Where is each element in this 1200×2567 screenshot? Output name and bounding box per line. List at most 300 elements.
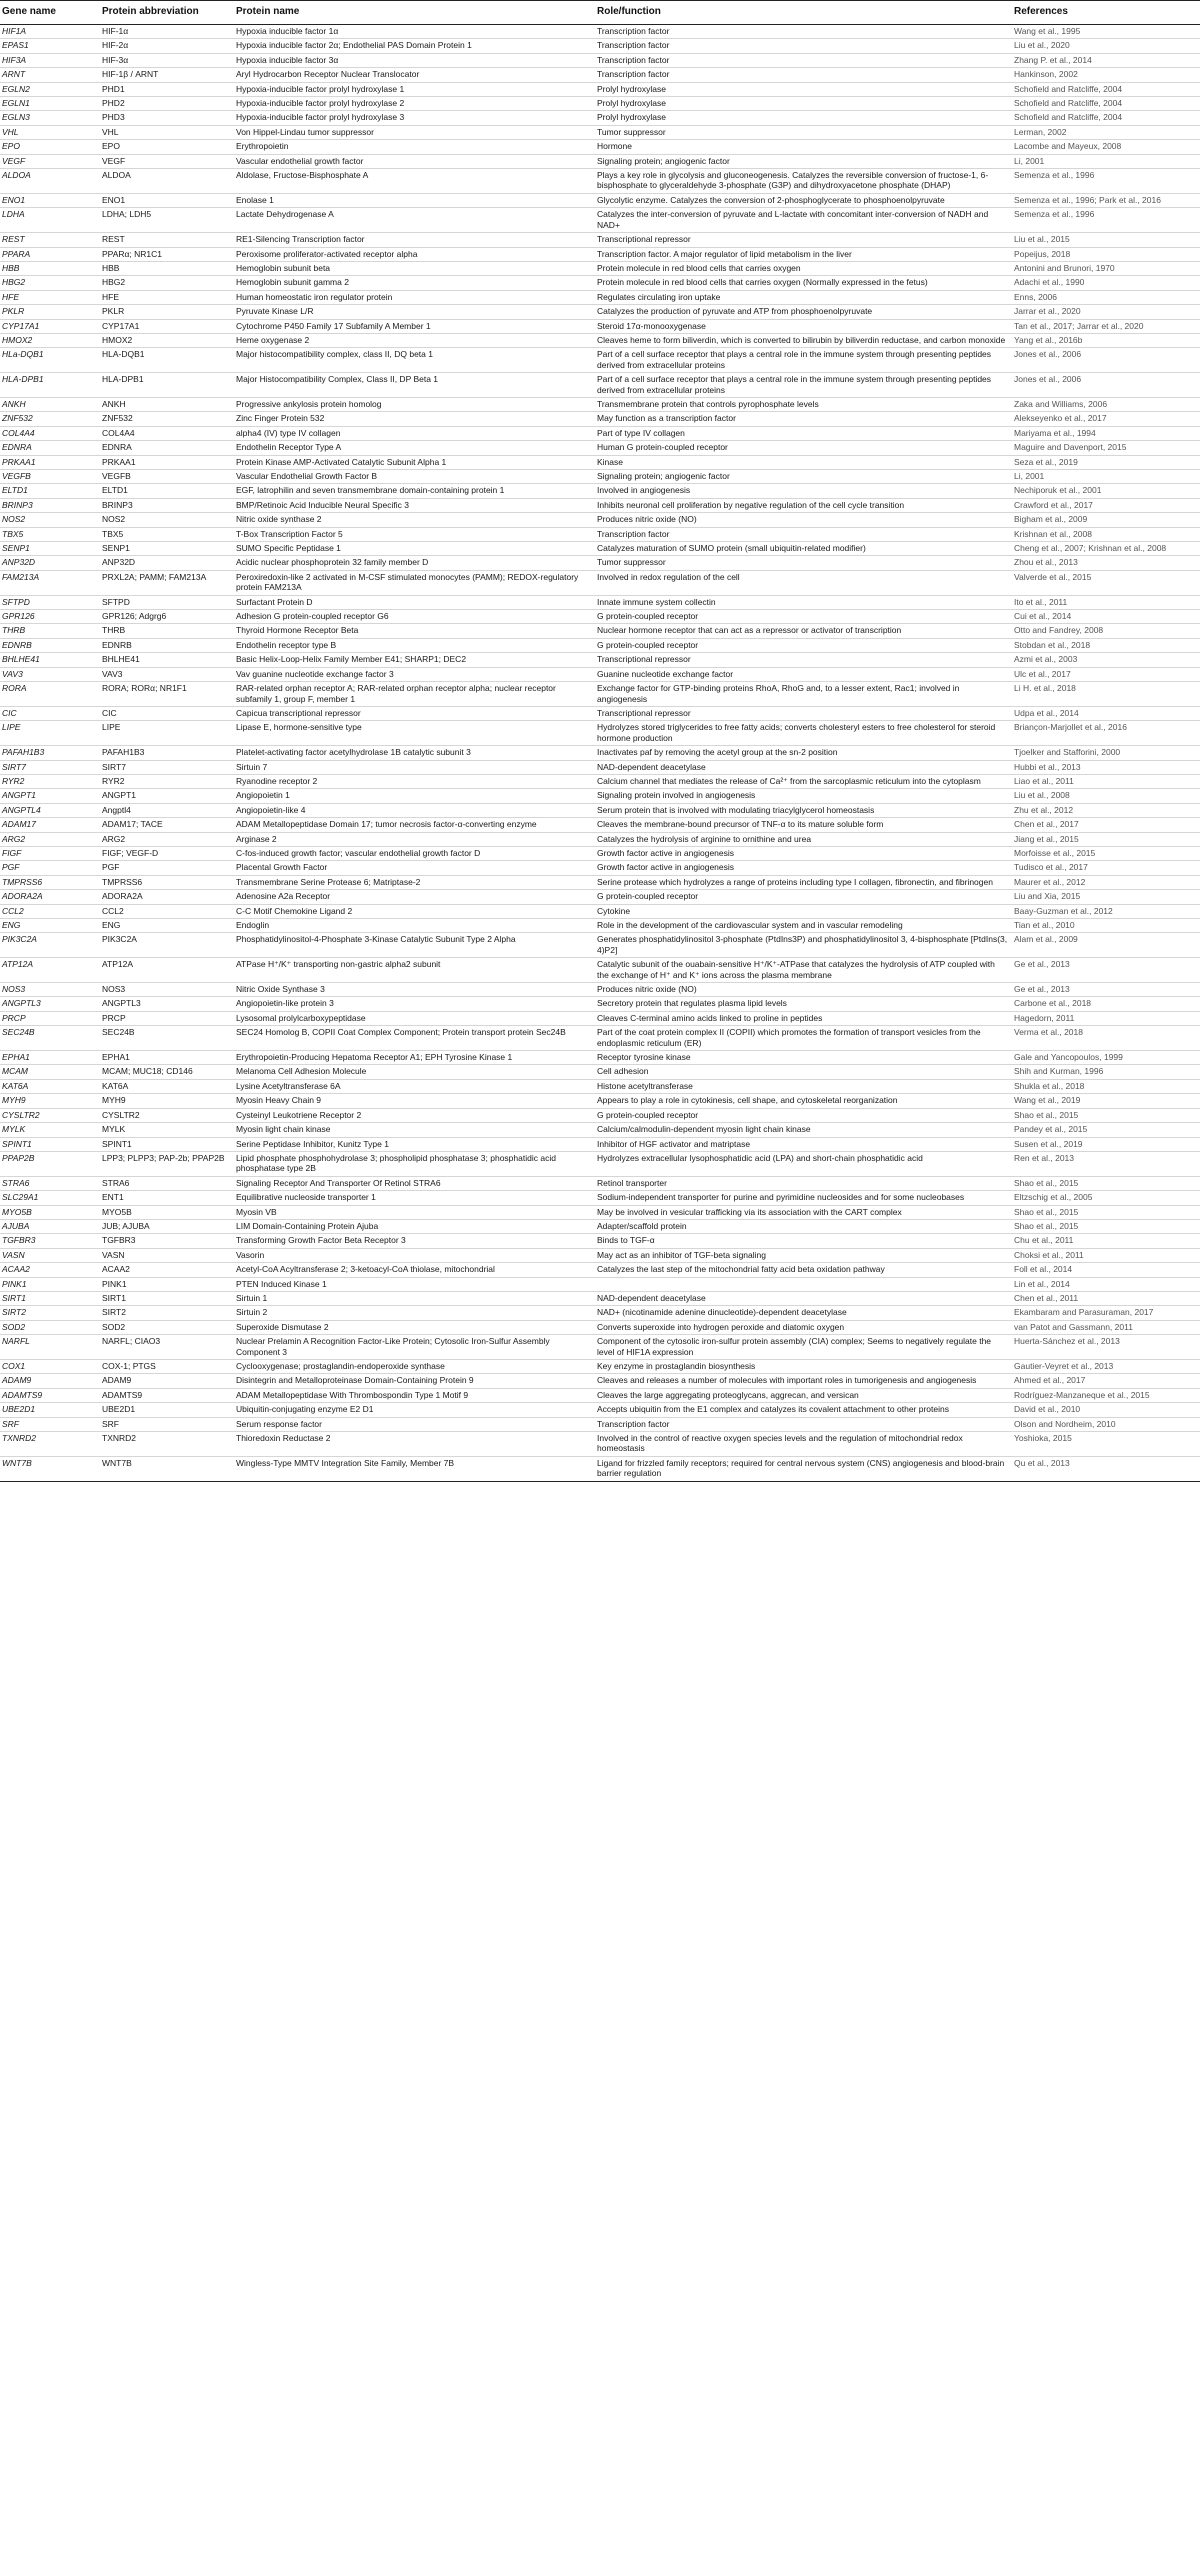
role-function-cell: Produces nitric oxide (NO) (594, 983, 1011, 997)
protein-abbreviation-cell: CYP17A1 (99, 319, 233, 333)
protein-name-cell: Sirtuin 2 (233, 1306, 594, 1320)
table-row (0, 290, 1200, 304)
protein-name-cell: Hemoglobin subunit gamma 2 (233, 276, 594, 290)
gene-name-cell: HIF3A (0, 53, 99, 67)
role-function-cell: Cytokine (594, 904, 1011, 918)
header-role-function: Role/function (594, 1, 1011, 25)
gene-name-cell: CYSLTR2 (0, 1108, 99, 1122)
protein-abbreviation-cell: CCL2 (99, 904, 233, 918)
header-protein-abbreviation: Protein abbreviation (99, 1, 233, 25)
table-header (0, 1, 1200, 25)
protein-name-cell: Myosin Heavy Chain 9 (233, 1094, 594, 1108)
protein-name-cell: Vascular endothelial growth factor (233, 154, 594, 168)
protein-name-cell: Ubiquitin-conjugating enzyme E2 D1 (233, 1403, 594, 1417)
table-row (0, 1306, 1200, 1320)
protein-abbreviation-cell: PHD1 (99, 82, 233, 96)
table-row (0, 1219, 1200, 1233)
protein-name-cell: Endothelin Receptor Type A (233, 441, 594, 455)
reference-cell: Liu et al., 2015 (1011, 233, 1200, 247)
protein-name-cell: Hypoxia-inducible factor prolyl hydroxylase 2 (233, 97, 594, 111)
gene-name-cell: TBX5 (0, 527, 99, 541)
protein-abbreviation-cell: VEGFB (99, 470, 233, 484)
protein-name-cell: Hypoxia inducible factor 3α (233, 53, 594, 67)
table-row (0, 1374, 1200, 1388)
reference-cell: Alekseyenko et al., 2017 (1011, 412, 1200, 426)
reference-cell: Wang et al., 2019 (1011, 1094, 1200, 1108)
reference-cell: Tan et al., 2017; Jarrar et al., 2020 (1011, 319, 1200, 333)
role-function-cell: Accepts ubiquitin from the E1 complex and catalyzes its covalent attachment to other proteins (594, 1403, 1011, 1417)
protein-name-cell: BMP/Retinoic Acid Inducible Neural Specific 3 (233, 498, 594, 512)
gene-name-cell: REST (0, 233, 99, 247)
protein-name-cell: Progressive ankylosis protein homolog (233, 397, 594, 411)
protein-name-cell: Myosin VB (233, 1205, 594, 1219)
role-function-cell: Involved in angiogenesis (594, 484, 1011, 498)
protein-abbreviation-cell: PINK1 (99, 1277, 233, 1291)
table-row (0, 832, 1200, 846)
table-row (0, 373, 1200, 398)
table-row (0, 1205, 1200, 1219)
gene-name-cell: KAT6A (0, 1079, 99, 1093)
table-row (0, 1388, 1200, 1402)
table-row (0, 760, 1200, 774)
table-row (0, 983, 1200, 997)
protein-abbreviation-cell: TXNRD2 (99, 1432, 233, 1457)
protein-abbreviation-cell: ANKH (99, 397, 233, 411)
protein-name-cell: Hemoglobin subunit beta (233, 261, 594, 275)
role-function-cell: NAD-dependent deacetylase (594, 1291, 1011, 1305)
protein-abbreviation-cell: UBE2D1 (99, 1403, 233, 1417)
protein-name-cell: Arginase 2 (233, 832, 594, 846)
role-function-cell: May be involved in vesicular trafficking via its association with the CART complex (594, 1205, 1011, 1219)
gene-name-cell: MYO5B (0, 1205, 99, 1219)
role-function-cell: Serine protease which hydrolyzes a range of proteins including type I collagen, fibronectin, and fibrinogen (594, 875, 1011, 889)
gene-name-cell: EGLN1 (0, 97, 99, 111)
protein-abbreviation-cell: ANGPT1 (99, 789, 233, 803)
table-row (0, 455, 1200, 469)
role-function-cell: Transcriptional repressor (594, 233, 1011, 247)
role-function-cell: Inhibits neuronal cell proliferation by negative regulation of the cell cycle transition (594, 498, 1011, 512)
role-function-cell: Transcription factor. A major regulator of lipid metabolism in the liver (594, 247, 1011, 261)
role-function-cell: Cleaves the membrane-bound precursor of TNF-α to its mature soluble form (594, 818, 1011, 832)
protein-abbreviation-cell: SRF (99, 1417, 233, 1431)
role-function-cell: Transcription factor (594, 25, 1011, 39)
protein-abbreviation-cell: MCAM; MUC18; CD146 (99, 1065, 233, 1079)
reference-cell: Adachi et al., 1990 (1011, 276, 1200, 290)
reference-cell: Azmi et al., 2003 (1011, 653, 1200, 667)
protein-abbreviation-cell: EPO (99, 140, 233, 154)
protein-name-cell: RAR-related orphan receptor A; RAR-related orphan receptor alpha; nuclear receptor subfamily 1, group F, member 1 (233, 682, 594, 707)
role-function-cell: Nuclear hormone receptor that can act as a repressor or activator of transcription (594, 624, 1011, 638)
table-row (0, 1191, 1200, 1205)
protein-abbreviation-cell: KAT6A (99, 1079, 233, 1093)
gene-name-cell: CCL2 (0, 904, 99, 918)
protein-abbreviation-cell: MYLK (99, 1123, 233, 1137)
protein-abbreviation-cell: FIGF; VEGF-D (99, 846, 233, 860)
reference-cell: David et al., 2010 (1011, 1403, 1200, 1417)
reference-cell: Liao et al., 2011 (1011, 774, 1200, 788)
gene-name-cell: ADAM9 (0, 1374, 99, 1388)
gene-name-cell: EDNRB (0, 638, 99, 652)
protein-name-cell: Equilibrative nucleoside transporter 1 (233, 1191, 594, 1205)
role-function-cell: Inactivates paf by removing the acetyl group at the sn-2 position (594, 746, 1011, 760)
role-function-cell: Tumor suppressor (594, 125, 1011, 139)
protein-abbreviation-cell: SENP1 (99, 542, 233, 556)
table-row (0, 1320, 1200, 1334)
gene-name-cell: VEGF (0, 154, 99, 168)
role-function-cell: Catalyzes maturation of SUMO protein (small ubiquitin-related modifier) (594, 542, 1011, 556)
gene-name-cell: MYLK (0, 1123, 99, 1137)
gene-name-cell: HIF1A (0, 25, 99, 39)
reference-cell: Ulc et al., 2017 (1011, 667, 1200, 681)
gene-name-cell: SRF (0, 1417, 99, 1431)
gene-name-cell: NARFL (0, 1335, 99, 1360)
gene-name-cell: PPARA (0, 247, 99, 261)
protein-abbreviation-cell: SOD2 (99, 1320, 233, 1334)
protein-abbreviation-cell: Angptl4 (99, 803, 233, 817)
table-row (0, 484, 1200, 498)
reference-cell: Valverde et al., 2015 (1011, 570, 1200, 595)
protein-name-cell: Cytochrome P450 Family 17 Subfamily A Member 1 (233, 319, 594, 333)
role-function-cell: G protein-coupled receptor (594, 610, 1011, 624)
role-function-cell: Human G protein-coupled receptor (594, 441, 1011, 455)
role-function-cell: G protein-coupled receptor (594, 1108, 1011, 1122)
protein-name-cell: Hypoxia inducible factor 2α; Endothelial PAS Domain Protein 1 (233, 39, 594, 53)
protein-abbreviation-cell: SIRT1 (99, 1291, 233, 1305)
role-function-cell: Transmembrane protein that controls pyrophosphate levels (594, 397, 1011, 411)
role-function-cell: Hydrolyzes extracellular lysophosphatidic acid (LPA) and short-chain phosphatidic acid (594, 1151, 1011, 1176)
gene-name-cell: ACAA2 (0, 1263, 99, 1277)
protein-abbreviation-cell: PHD2 (99, 97, 233, 111)
table-row (0, 1248, 1200, 1262)
gene-name-cell: HFE (0, 290, 99, 304)
table-row (0, 1417, 1200, 1431)
gene-name-cell: SLC29A1 (0, 1191, 99, 1205)
role-function-cell: Part of the coat protein complex II (COPII) which promotes the formation of transport vesicles from the endoplasmic reticulum (ER) (594, 1026, 1011, 1051)
reference-cell: Semenza et al., 1996 (1011, 208, 1200, 233)
gene-name-cell: CYP17A1 (0, 319, 99, 333)
protein-name-cell: Aldolase, Fructose-Bisphosphate A (233, 169, 594, 194)
protein-abbreviation-cell: PRCP (99, 1011, 233, 1025)
table-row (0, 997, 1200, 1011)
protein-name-cell: Lactate Dehydrogenase A (233, 208, 594, 233)
gene-name-cell: TGFBR3 (0, 1234, 99, 1248)
role-function-cell: Involved in the control of reactive oxygen species levels and the regulation of mitochondrial redox homeostasis (594, 1432, 1011, 1457)
protein-abbreviation-cell: NOS2 (99, 513, 233, 527)
protein-name-cell: LIM Domain-Containing Protein Ajuba (233, 1219, 594, 1233)
table-row (0, 1065, 1200, 1079)
role-function-cell: Part of type IV collagen (594, 426, 1011, 440)
gene-name-cell: ANGPTL4 (0, 803, 99, 817)
protein-abbreviation-cell: VASN (99, 1248, 233, 1262)
protein-name-cell: Surfactant Protein D (233, 595, 594, 609)
protein-abbreviation-cell: ADAM17; TACE (99, 818, 233, 832)
table-row (0, 1151, 1200, 1176)
gene-name-cell: HLA-DPB1 (0, 373, 99, 398)
header-references: References (1011, 1, 1200, 25)
role-function-cell: Transcriptional repressor (594, 706, 1011, 720)
protein-abbreviation-cell: PIK3C2A (99, 933, 233, 958)
protein-name-cell: Thioredoxin Reductase 2 (233, 1432, 594, 1457)
reference-cell: Foll et al., 2014 (1011, 1263, 1200, 1277)
gene-name-cell: NOS3 (0, 983, 99, 997)
reference-cell: Choksi et al., 2011 (1011, 1248, 1200, 1262)
protein-name-cell: Serine Peptidase Inhibitor, Kunitz Type 1 (233, 1137, 594, 1151)
gene-name-cell: UBE2D1 (0, 1403, 99, 1417)
reference-cell: Ge et al., 2013 (1011, 958, 1200, 983)
reference-cell: Udpa et al., 2014 (1011, 706, 1200, 720)
protein-abbreviation-cell: HFE (99, 290, 233, 304)
gene-name-cell: CIC (0, 706, 99, 720)
protein-name-cell: Lipase E, hormone-sensitive type (233, 721, 594, 746)
role-function-cell (594, 1277, 1011, 1291)
role-function-cell: Exchange factor for GTP-binding proteins RhoA, RhoG and, to a lesser extent, Rac1; involved in angiogenesis (594, 682, 1011, 707)
table-row (0, 140, 1200, 154)
table-row (0, 1011, 1200, 1025)
protein-abbreviation-cell: EPHA1 (99, 1051, 233, 1065)
table-row (0, 1360, 1200, 1374)
protein-name-cell: Nitric Oxide Synthase 3 (233, 983, 594, 997)
protein-name-cell: Acidic nuclear phosphoprotein 32 family member D (233, 556, 594, 570)
protein-abbreviation-cell: ENO1 (99, 193, 233, 207)
reference-cell: Tjoelker and Stafforini, 2000 (1011, 746, 1200, 760)
gene-name-cell: EGLN3 (0, 111, 99, 125)
table-row (0, 803, 1200, 817)
protein-name-cell: Sirtuin 7 (233, 760, 594, 774)
table-row (0, 1176, 1200, 1190)
protein-abbreviation-cell: MYO5B (99, 1205, 233, 1219)
role-function-cell: Cleaves heme to form biliverdin, which is converted to bilirubin by biliverdin reductase, and carbon monoxide (594, 333, 1011, 347)
gene-name-cell: SFTPD (0, 595, 99, 609)
table-row (0, 1234, 1200, 1248)
reference-cell: Morfoisse et al., 2015 (1011, 846, 1200, 860)
protein-name-cell: C-C Motif Chemokine Ligand 2 (233, 904, 594, 918)
role-function-cell: Growth factor active in angiogenesis (594, 861, 1011, 875)
table-row (0, 1079, 1200, 1093)
table-row (0, 68, 1200, 82)
table-row (0, 861, 1200, 875)
reference-cell: Ito et al., 2011 (1011, 595, 1200, 609)
table-row (0, 125, 1200, 139)
protein-abbreviation-cell: TBX5 (99, 527, 233, 541)
reference-cell: Lin et al., 2014 (1011, 1277, 1200, 1291)
table-row (0, 1335, 1200, 1360)
protein-name-cell: Lysosomal prolylcarboxypeptidase (233, 1011, 594, 1025)
protein-abbreviation-cell: SIRT7 (99, 760, 233, 774)
reference-cell: Gautier-Veyret et al., 2013 (1011, 1360, 1200, 1374)
table-row (0, 919, 1200, 933)
role-function-cell: Transcription factor (594, 527, 1011, 541)
gene-name-cell: SOD2 (0, 1320, 99, 1334)
table-row (0, 789, 1200, 803)
reference-cell: Susen et al., 2019 (1011, 1137, 1200, 1151)
table-row (0, 412, 1200, 426)
reference-cell: Seza et al., 2019 (1011, 455, 1200, 469)
reference-cell: Huerta-Sánchez et al., 2013 (1011, 1335, 1200, 1360)
table-row (0, 846, 1200, 860)
table-row (0, 1137, 1200, 1151)
protein-name-cell: Aryl Hydrocarbon Receptor Nuclear Translocator (233, 68, 594, 82)
protein-name-cell: Endoglin (233, 919, 594, 933)
gene-name-cell: ZNF532 (0, 412, 99, 426)
protein-abbreviation-cell: CIC (99, 706, 233, 720)
reference-cell: Hubbi et al., 2013 (1011, 760, 1200, 774)
role-function-cell: Catalyzes the production of pyruvate and ATP from phosphoenolpyruvate (594, 305, 1011, 319)
role-function-cell: Histone acetyltransferase (594, 1079, 1011, 1093)
protein-abbreviation-cell: THRB (99, 624, 233, 638)
reference-cell: Briançon-Marjollet et al., 2016 (1011, 721, 1200, 746)
reference-cell: Mariyama et al., 1994 (1011, 426, 1200, 440)
role-function-cell: Calcium/calmodulin-dependent myosin light chain kinase (594, 1123, 1011, 1137)
reference-cell: Liu and Xia, 2015 (1011, 890, 1200, 904)
protein-abbreviation-cell: PHD3 (99, 111, 233, 125)
role-function-cell: Transcription factor (594, 68, 1011, 82)
reference-cell: Schofield and Ratcliffe, 2004 (1011, 82, 1200, 96)
protein-abbreviation-cell: ALDOA (99, 169, 233, 194)
gene-name-cell: EPHA1 (0, 1051, 99, 1065)
protein-abbreviation-cell: PAFAH1B3 (99, 746, 233, 760)
protein-abbreviation-cell: VAV3 (99, 667, 233, 681)
protein-abbreviation-cell: ACAA2 (99, 1263, 233, 1277)
reference-cell: Nechiporuk et al., 2001 (1011, 484, 1200, 498)
reference-cell: Ge et al., 2013 (1011, 983, 1200, 997)
gene-name-cell: VEGFB (0, 470, 99, 484)
protein-abbreviation-cell: HIF-3α (99, 53, 233, 67)
protein-name-cell: Angiopoietin-like 4 (233, 803, 594, 817)
gene-name-cell: EPAS1 (0, 39, 99, 53)
gene-name-cell: VAV3 (0, 667, 99, 681)
protein-name-cell: Von Hippel-Lindau tumor suppressor (233, 125, 594, 139)
gene-name-cell: ANP32D (0, 556, 99, 570)
table-row (0, 53, 1200, 67)
reference-cell: Crawford et al., 2017 (1011, 498, 1200, 512)
gene-name-cell: ALDOA (0, 169, 99, 194)
header-gene-name: Gene name (0, 1, 99, 25)
protein-name-cell: Cyclooxygenase; prostaglandin-endoperoxide synthase (233, 1360, 594, 1374)
table-row (0, 706, 1200, 720)
protein-name-cell: Major Histocompatibility Complex, Class II, DP Beta 1 (233, 373, 594, 398)
protein-abbreviation-cell: SIRT2 (99, 1306, 233, 1320)
protein-abbreviation-cell: EDNRB (99, 638, 233, 652)
protein-name-cell: Enolase 1 (233, 193, 594, 207)
role-function-cell: Prolyl hydroxylase (594, 82, 1011, 96)
protein-name-cell: Erythropoietin-Producing Hepatoma Receptor A1; EPH Tyrosine Kinase 1 (233, 1051, 594, 1065)
reference-cell: Shao et al., 2015 (1011, 1219, 1200, 1233)
protein-abbreviation-cell: ENG (99, 919, 233, 933)
protein-abbreviation-cell: PRKAA1 (99, 455, 233, 469)
table-row (0, 169, 1200, 194)
protein-abbreviation-cell: COL4A4 (99, 426, 233, 440)
protein-abbreviation-cell: RORA; RORα; NR1F1 (99, 682, 233, 707)
reference-cell: Semenza et al., 1996 (1011, 169, 1200, 194)
role-function-cell: Secretory protein that regulates plasma lipid levels (594, 997, 1011, 1011)
role-function-cell: Transcriptional repressor (594, 653, 1011, 667)
role-function-cell: NAD+ (nicotinamide adenine dinucleotide)-dependent deacetylase (594, 1306, 1011, 1320)
protein-name-cell: Transforming Growth Factor Beta Receptor 3 (233, 1234, 594, 1248)
protein-abbreviation-cell: SEC24B (99, 1026, 233, 1051)
role-function-cell: Converts superoxide into hydrogen peroxide and diatomic oxygen (594, 1320, 1011, 1334)
role-function-cell: Plays a key role in glycolysis and gluconeogenesis. Catalyzes the reversible conversion of fructose-1, 6-bisphosphate to glyceraldehyde 3-phosphate (G3P) and dihydroxyacetone phosphate (DHAP) (594, 169, 1011, 194)
role-function-cell: Transcription factor (594, 1417, 1011, 1431)
gene-name-cell: EGLN2 (0, 82, 99, 96)
reference-cell: Shao et al., 2015 (1011, 1176, 1200, 1190)
role-function-cell: Innate immune system collectin (594, 595, 1011, 609)
table-row (0, 397, 1200, 411)
gene-name-cell: AJUBA (0, 1219, 99, 1233)
table-row (0, 1291, 1200, 1305)
gene-name-cell: ARNT (0, 68, 99, 82)
protein-abbreviation-cell: VEGF (99, 154, 233, 168)
gene-name-cell: PINK1 (0, 1277, 99, 1291)
table-row (0, 261, 1200, 275)
role-function-cell: Calcium channel that mediates the release of Ca²⁺ from the sarcoplasmic reticulum into the cytoplasm (594, 774, 1011, 788)
gene-name-cell: HLa-DQB1 (0, 348, 99, 373)
protein-name-cell: Cysteinyl Leukotriene Receptor 2 (233, 1108, 594, 1122)
protein-abbreviation-cell: ANP32D (99, 556, 233, 570)
gene-name-cell: ANGPT1 (0, 789, 99, 803)
table-row (0, 193, 1200, 207)
reference-cell: Popeijus, 2018 (1011, 247, 1200, 261)
reference-cell: Jones et al., 2006 (1011, 373, 1200, 398)
reference-cell: Cheng et al., 2007; Krishnan et al., 2008 (1011, 542, 1200, 556)
protein-name-cell: Human homeostatic iron regulator protein (233, 290, 594, 304)
gene-name-cell: GPR126 (0, 610, 99, 624)
protein-abbreviation-cell: MYH9 (99, 1094, 233, 1108)
protein-name-cell: Vascular Endothelial Growth Factor B (233, 470, 594, 484)
reference-cell: Pandey et al., 2015 (1011, 1123, 1200, 1137)
table-row (0, 1026, 1200, 1051)
protein-name-cell: Adenosine A2a Receptor (233, 890, 594, 904)
protein-name-cell: EGF, latrophilin and seven transmembrane domain-containing protein 1 (233, 484, 594, 498)
table-row (0, 542, 1200, 556)
role-function-cell: NAD-dependent deacetylase (594, 760, 1011, 774)
gene-name-cell: FIGF (0, 846, 99, 860)
role-function-cell: Catalyzes the hydrolysis of arginine to ornithine and urea (594, 832, 1011, 846)
reference-cell: Shih and Kurman, 1996 (1011, 1065, 1200, 1079)
protein-abbreviation-cell: PPARα; NR1C1 (99, 247, 233, 261)
protein-abbreviation-cell: HLA-DPB1 (99, 373, 233, 398)
gene-name-cell: ELTD1 (0, 484, 99, 498)
gene-name-cell: ANGPTL3 (0, 997, 99, 1011)
table-row (0, 1094, 1200, 1108)
reference-cell: Hagedorn, 2011 (1011, 1011, 1200, 1025)
reference-cell: Li, 2001 (1011, 154, 1200, 168)
table-row (0, 25, 1200, 39)
gene-name-cell: TMPRSS6 (0, 875, 99, 889)
gene-name-cell: SIRT2 (0, 1306, 99, 1320)
table-row (0, 1403, 1200, 1417)
protein-name-cell: Protein Kinase AMP-Activated Catalytic Subunit Alpha 1 (233, 455, 594, 469)
table-row (0, 82, 1200, 96)
protein-abbreviation-cell: ENT1 (99, 1191, 233, 1205)
role-function-cell: Growth factor active in angiogenesis (594, 846, 1011, 860)
protein-abbreviation-cell: PGF (99, 861, 233, 875)
protein-name-cell: Hypoxia-inducible factor prolyl hydroxylase 1 (233, 82, 594, 96)
role-function-cell: G protein-coupled receptor (594, 890, 1011, 904)
role-function-cell: Hydrolyzes stored triglycerides to free fatty acids; converts cholesteryl esters to free cholesterol for steroid hormone production (594, 721, 1011, 746)
reference-cell: Otto and Fandrey, 2008 (1011, 624, 1200, 638)
reference-cell: Chen et al., 2011 (1011, 1291, 1200, 1305)
reference-cell: Zaka and Williams, 2006 (1011, 397, 1200, 411)
role-function-cell: Part of a cell surface receptor that plays a central role in the immune system through presenting peptides derived from extracellular proteins (594, 373, 1011, 398)
protein-name-cell: SEC24 Homolog B, COPII Coat Complex Component; Protein transport protein Sec24B (233, 1026, 594, 1051)
protein-abbreviation-cell: ATP12A (99, 958, 233, 983)
reference-cell: Alam et al., 2009 (1011, 933, 1200, 958)
protein-abbreviation-cell: CYSLTR2 (99, 1108, 233, 1122)
role-function-cell: Catalytic subunit of the ouabain-sensitive H⁺/K⁺-ATPase that catalyzes the hydrolysis of ATP coupled with the exchange of H⁺ and K⁺ ions across the plasma membrane (594, 958, 1011, 983)
protein-name-cell: Lipid phosphate phosphohydrolase 3; phospholipid phosphatase 3; phosphatidic acid phosphatase type 2B (233, 1151, 594, 1176)
reference-cell: Wang et al., 1995 (1011, 25, 1200, 39)
table-row (0, 208, 1200, 233)
